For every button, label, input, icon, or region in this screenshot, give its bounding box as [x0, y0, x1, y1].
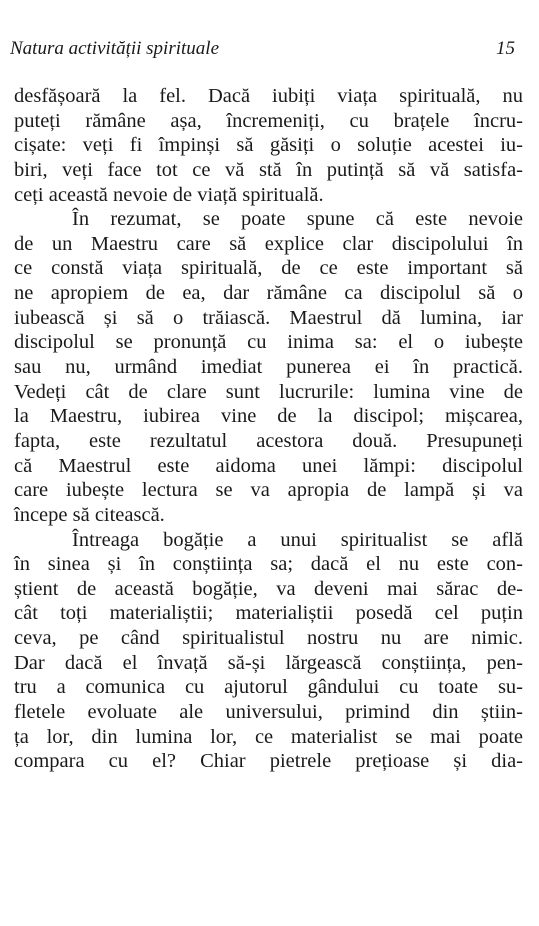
text-line: iubească și să o trăiască. Maestrul dă lumina, iar	[14, 306, 523, 329]
text-line: începe să citească.	[14, 503, 165, 526]
body-text	[14, 84, 523, 774]
text-line: Vedeți cât de clare sunt lucrurile: lumina vine de	[14, 380, 523, 403]
text-line: cât toți materialiștii; materialiștii posedă cel puțin	[14, 602, 523, 625]
text-line: fapta, este rezultatul acestora două. Presupuneți	[14, 429, 523, 452]
text-line: cișate: veți fi împinși să găsiți o soluție acestei iu-	[14, 134, 523, 157]
text-line: Dar dacă el învață să-și lărgească conștiința, pen-	[14, 651, 523, 674]
text-line: desfășoară la fel. Dacă iubiți viața spirituală, nu	[14, 85, 523, 107]
text-line: fletele evoluate ale universului, primind din știin-	[14, 701, 523, 724]
text-line: care iubește lectura se va apropia de lampă și va	[14, 479, 523, 502]
text-line: puteți rămâne așa, încremeniți, cu brațele încru-	[14, 109, 523, 132]
text-line: în sinea și în conștiința sa; dacă el nu este con-	[14, 553, 523, 576]
text-line: Întreaga bogăție a unui spiritualist se află	[72, 528, 523, 551]
running-head	[10, 35, 515, 63]
text-line: ne apropiem de ea, dar rămâne ca discipolul să o	[14, 282, 523, 305]
text-line: că Maestrul este aidoma unei lămpi: discipolul	[14, 454, 523, 477]
page-number: 15	[496, 38, 515, 59]
text-line: ce constă viața spirituală, de ce este important să	[14, 257, 523, 280]
text-line: ța lor, din lumina lor, ce materialist se mai poate	[14, 725, 523, 748]
text-line: În rezumat, se poate spune că este nevoie	[72, 208, 523, 231]
text-line: știent de această bogăție, va deveni mai sărac de-	[14, 577, 523, 600]
text-line: ceva, pe când spiritualistul nostru nu are nimic.	[14, 627, 523, 650]
chapter-title: Natura activității spirituale	[10, 38, 219, 59]
text-line: biri, veți face tot ce vă stă în putință să vă satisfa-	[14, 158, 523, 181]
text-line: compara cu el? Chiar pietrele prețioase și dia-	[14, 750, 523, 773]
text-line: tru a comunica cu ajutorul gândului cu toate su-	[14, 676, 523, 699]
text-line: discipolul se pronunță cu inima sa: el o iubește	[14, 331, 523, 354]
text-line: sau nu, urmând imediat punerea ei în practică.	[14, 356, 523, 379]
text-line: la Maestru, iubirea vine de la discipol; mișcarea,	[14, 405, 523, 428]
text-line: ceți această nevoie de viață spirituală.	[14, 183, 324, 206]
text-line: de un Maestru care să explice clar discipolului în	[14, 232, 523, 255]
